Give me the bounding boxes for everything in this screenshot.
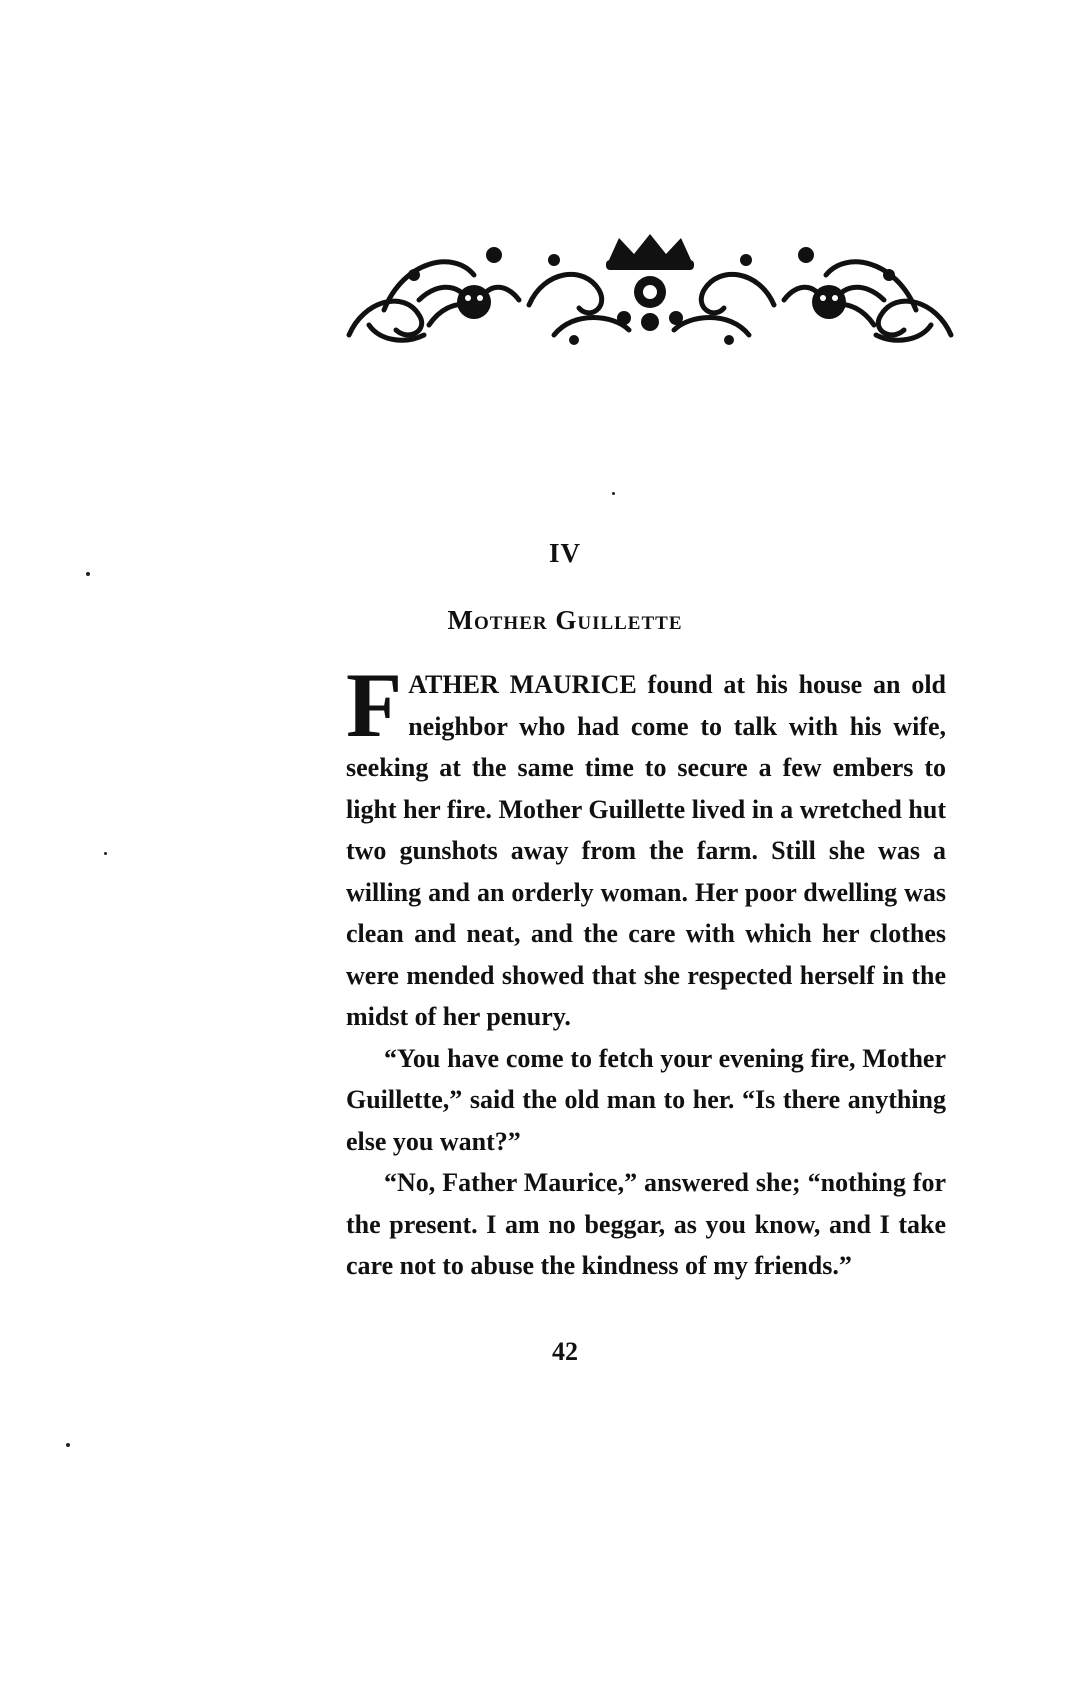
paragraph: “No, Father Maurice,” answered she; “nothing for the present. I am no beggar, as you know, and I take care not to abuse the kindness of my friends.” xyxy=(346,1168,946,1280)
chapter-body xyxy=(346,654,946,1287)
paragraph xyxy=(346,654,946,1038)
paragraph-text: ATHER MAURICE found at his house an old neighbor who had come to talk with his wife, seeking at the same time to secure a few embers to light her fire. Mother Guillette lived in a wretched hut two gunshots away from the farm. Still she was a willing and an orderly woman. Her poor dwelling was clean and neat, and the care with which her clothes were mended showed that she respected herself in the midst of her penury. xyxy=(346,670,946,1031)
page-number: 42 xyxy=(552,1337,578,1366)
ink-speck xyxy=(104,852,107,855)
ink-speck xyxy=(612,492,615,495)
chapter-number: IV xyxy=(548,538,581,568)
ink-speck xyxy=(66,1443,70,1447)
ink-speck xyxy=(86,572,90,576)
ornament-headpiece-icon xyxy=(344,230,956,355)
chapter-title: Mother Guillette xyxy=(447,605,683,635)
paragraph: “You have come to fetch your evening fire, Mother Guillette,” said the old man to her. “Is there anything else you want?” xyxy=(346,1043,946,1156)
drop-cap: F xyxy=(346,654,403,756)
